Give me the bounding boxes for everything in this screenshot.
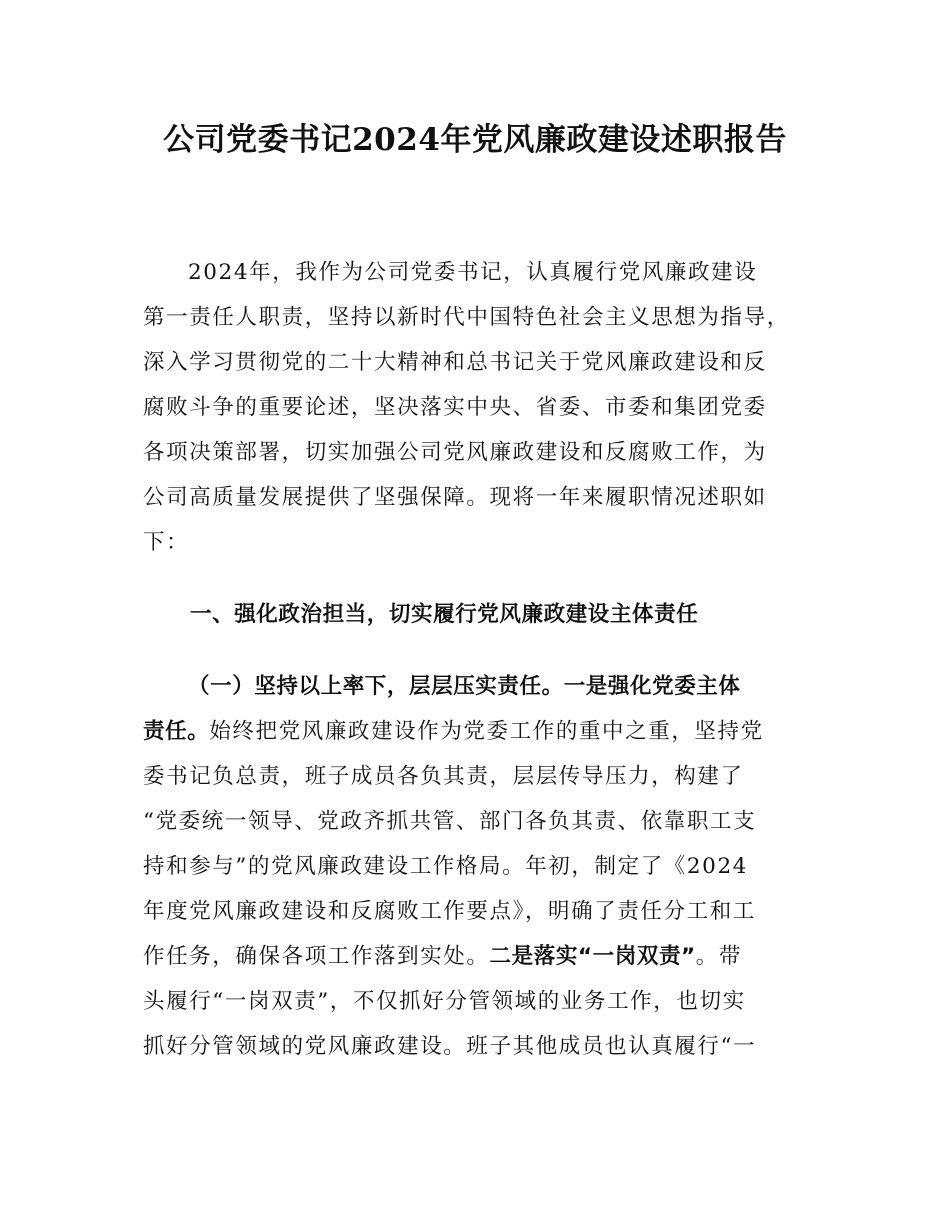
subsection-line: 年度党风廉政建设和反腐败工作要点》，明确了责任分工和工 [143, 899, 756, 924]
intro-line: 腐败斗争的重要论述，坚决落实中央、省委、市委和集团党委 [143, 395, 767, 420]
intro-line: 各项决策部署，切实加强公司党风廉政建设和反腐败工作，为 [143, 440, 767, 465]
intro-line: 下： [143, 530, 190, 555]
intro-line: 公司高质量发展提供了坚强保障。现将一年来履职情况述职如 [143, 485, 767, 510]
subsection-line: 头履行“一岗双责”，不仅抓好分管领域的业务工作，也切实 [143, 989, 746, 1014]
body-text: 作任务，确保各项工作落到实处。 [143, 944, 490, 969]
subsection-line [143, 717, 823, 747]
subsection-line [143, 942, 823, 972]
section-heading: 一、强化政治担当，切实履行党风廉政建设主体责任 [190, 602, 699, 627]
subsection-line: 抓好分管领域的党风廉政建设。班子其他成员也认真履行“一 [143, 1034, 757, 1059]
document-title: 公司党委书记2024年党风廉政建设述职报告 [163, 122, 787, 158]
body-text: 。带 [695, 944, 742, 969]
intro-line: 2024年，我作为公司党委书记，认真履行党风廉政建设 [188, 260, 758, 285]
key-point-label: 责任。 [143, 719, 210, 744]
body-text: 始终把党风廉政建设作为党委工作的重中之重，坚持党 [209, 719, 764, 744]
subsection-line: 持和参与”的党风廉政建设工作格局。年初，制定了《2024 [143, 854, 749, 879]
subsection-line: “党委统一领导、党政齐抓共管、部门各负其责、依靠职工支 [143, 809, 757, 834]
intro-line: 第一责任人职责，坚持以新时代中国特色社会主义思想为指导， [143, 305, 790, 330]
key-point-label: 二是落实“一岗双责” [489, 944, 696, 969]
subsection-line [188, 672, 868, 702]
intro-line: 深入学习贯彻党的二十大精神和总书记关于党风廉政建设和反 [143, 350, 767, 375]
subsection-heading: （一）坚持以上率下，层层压实责任。一是强化党委主体 [188, 674, 741, 699]
subsection-line: 委书记负总责，班子成员各负其责，层层传导压力，构建了 [143, 764, 744, 789]
